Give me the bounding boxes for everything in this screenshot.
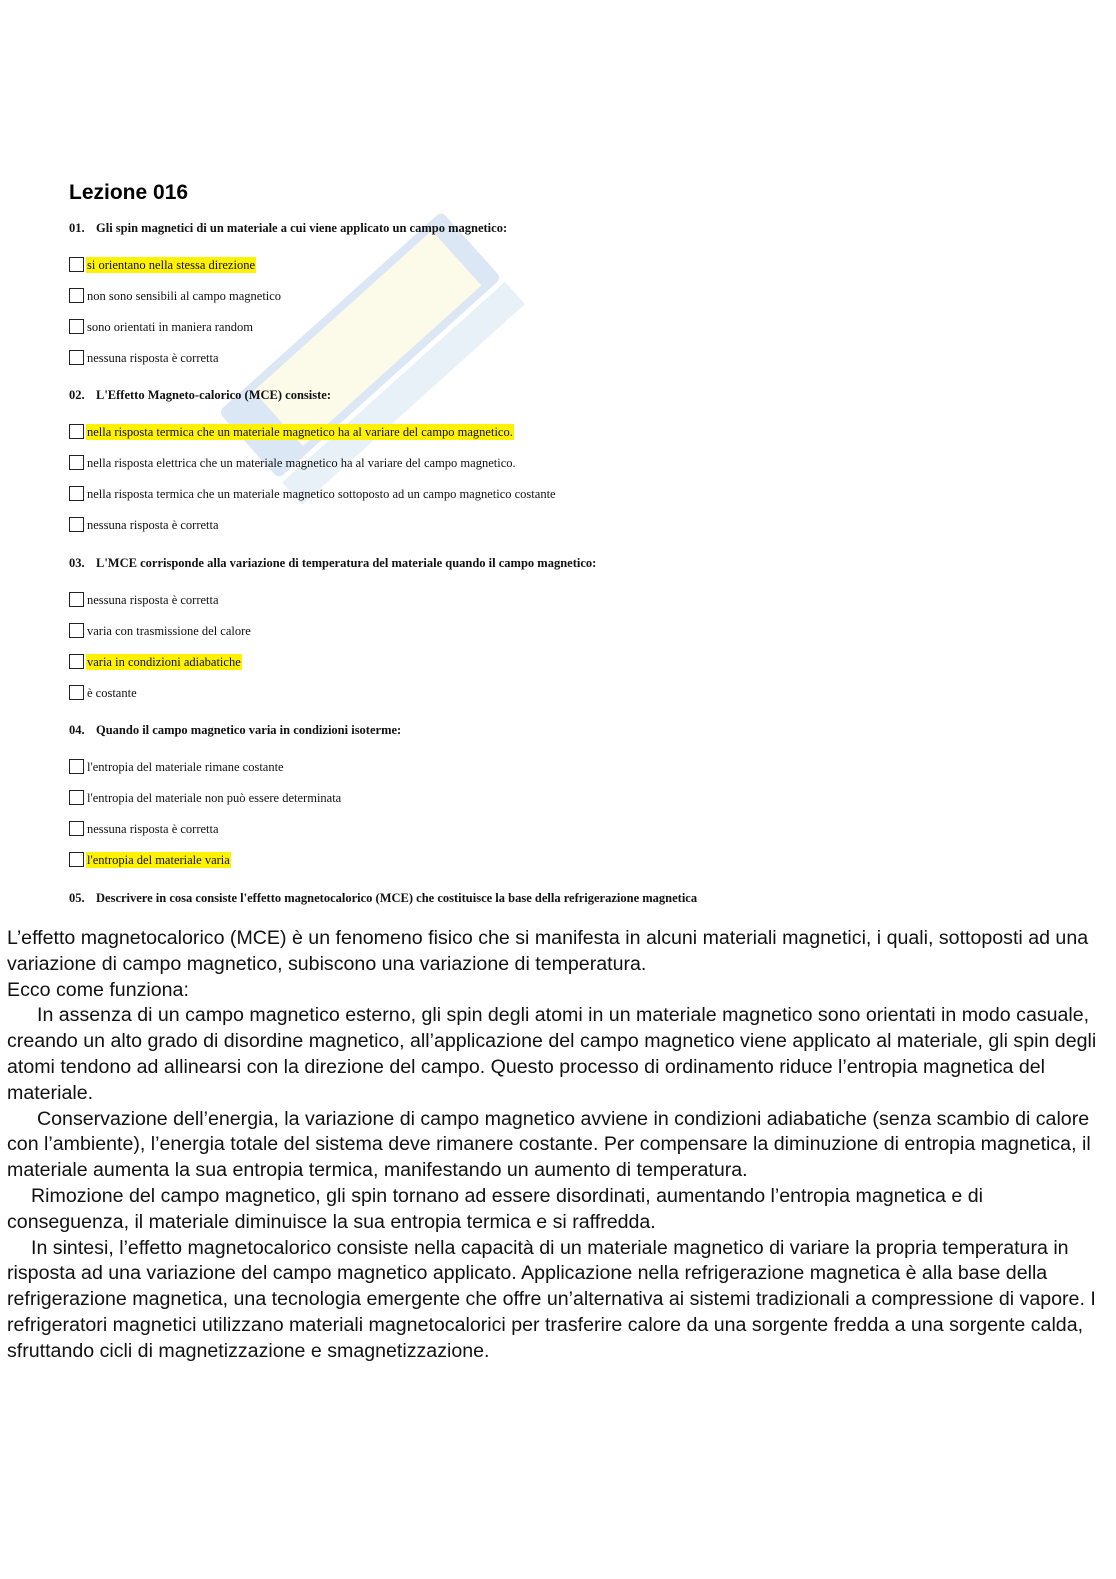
checkbox[interactable] <box>69 685 84 700</box>
answer-option[interactable]: nella risposta termica che un materiale magnetico sottoposto ad un campo magnetico costante <box>69 478 1069 509</box>
question-03 <box>69 554 1069 708</box>
question-02 <box>69 386 1069 540</box>
checkbox[interactable] <box>69 288 84 303</box>
checkbox[interactable] <box>69 623 84 638</box>
checkbox[interactable] <box>69 486 84 501</box>
checkbox[interactable] <box>69 654 84 669</box>
checkbox[interactable] <box>69 821 84 836</box>
answer-option[interactable]: non sono sensibili al campo magnetico <box>69 280 1069 311</box>
checkbox[interactable] <box>69 319 84 334</box>
checkbox[interactable] <box>69 424 84 439</box>
checkbox[interactable] <box>69 257 84 272</box>
question-text: 02. L'Effetto Magneto-calorico (MCE) consiste: <box>69 388 331 402</box>
answer-paragraph: Conservazione dell’energia, la variazione di campo magnetico avviene in condizioni adiabatiche (senza scambio di calore con l’ambiente), l’energia totale del sistema deve rimanere costante. Per compensare la diminuzione di entropia magnetica, il materiale aumenta la sua entropia termica, manifestando un aumento di temperatura. <box>7 1107 1091 1182</box>
checkbox[interactable] <box>69 592 84 607</box>
checkbox[interactable] <box>69 517 84 532</box>
answer-option[interactable]: varia in condizioni adiabatiche <box>69 646 1069 677</box>
answer-how: Ecco come funziona: <box>7 978 189 1001</box>
checkbox[interactable] <box>69 852 84 867</box>
checkbox[interactable] <box>69 790 84 805</box>
answer-option[interactable]: nessuna risposta è corretta <box>69 584 1069 615</box>
question-05 <box>69 889 1069 907</box>
question-04 <box>69 721 1069 875</box>
question-text: 03. L'MCE corrisponde alla variazione di temperatura del materiale quando il campo magnetico: <box>69 556 597 570</box>
answer-option[interactable]: l'entropia del materiale varia <box>69 844 1069 875</box>
answer-paragraph: In assenza di un campo magnetico esterno, gli spin degli atomi in un materiale magnetico sono orientati in modo casuale, creando un alto grado di disordine magnetico, all’applicazione del campo magnetico viene applicato al materiale, gli spin degli atomi tendono ad allinearsi con la direzione del campo. Questo processo di ordinamento riduce l’entropia magnetica del materiale. <box>7 1004 1097 1104</box>
answer-paragraph: In sintesi, l’effetto magnetocalorico consiste nella capacità di un materiale magnetico di variare la propria temperatura in risposta ad una variazione del campo magnetico applicato. Applicazione nella refrigerazione magnetica è alla base della refrigerazione magnetica, una tecnologia emergente che offre un’alternativa ai sistemi tradizionali a compressione di vapore. I refrigeratori magnetici utilizzano materiali magnetocalorici per trasferire calore da una sorgente fredda a una sorgente calda, sfruttando cicli di magnetizzazione e smagnetizzazione. <box>7 1236 1096 1362</box>
question-text: 04. Quando il campo magnetico varia in condizioni isoterme: <box>69 723 402 737</box>
checkbox[interactable] <box>69 455 84 470</box>
answer-option[interactable]: l'entropia del materiale rimane costante <box>69 751 1069 782</box>
checkbox[interactable] <box>69 759 84 774</box>
answer-option[interactable]: sono orientati in maniera random <box>69 311 1069 342</box>
question-text: 05. Descrivere in cosa consiste l'effetto magnetocalorico (MCE) che costituisce la base della refrigerazione magnetica <box>69 891 698 905</box>
question-text: 01. Gli spin magnetici di un materiale a cui viene applicato un campo magnetico: <box>69 221 508 235</box>
answer-intro: L’effetto magnetocalorico (MCE) è un fenomeno fisico che si manifesta in alcuni materiali magnetici, i quali, sottoposti ad una variazione di campo magnetico, subiscono una variazione di temperatura. <box>7 927 1089 975</box>
answer-paragraph: Rimozione del campo magnetico, gli spin tornano ad essere disordinati, aumentando l’entropia magnetica e di conseguenza, il materiale diminuisce la sua entropia termica e si raffredda. <box>7 1184 983 1233</box>
answer-option[interactable]: nessuna risposta è corretta <box>69 342 1069 373</box>
answer-option[interactable]: varia con trasmissione del calore <box>69 615 1069 646</box>
checkbox[interactable] <box>69 350 84 365</box>
answer-option[interactable]: è costante <box>69 677 1069 708</box>
question-01 <box>69 219 1069 373</box>
open-answer <box>7 926 1107 1365</box>
answer-option[interactable]: si orientano nella stessa direzione <box>69 249 1069 280</box>
answer-option[interactable]: nella risposta termica che un materiale magnetico ha al variare del campo magnetico. <box>69 416 1069 447</box>
answer-option[interactable]: l'entropia del materiale non può essere determinata <box>69 782 1069 813</box>
page-title: Lezione 016 <box>69 181 189 204</box>
answer-option[interactable]: nessuna risposta è corretta <box>69 509 1069 540</box>
answer-option[interactable]: nessuna risposta è corretta <box>69 813 1069 844</box>
answer-option[interactable]: nella risposta elettrica che un materiale magnetico ha al variare del campo magnetico. <box>69 447 1069 478</box>
